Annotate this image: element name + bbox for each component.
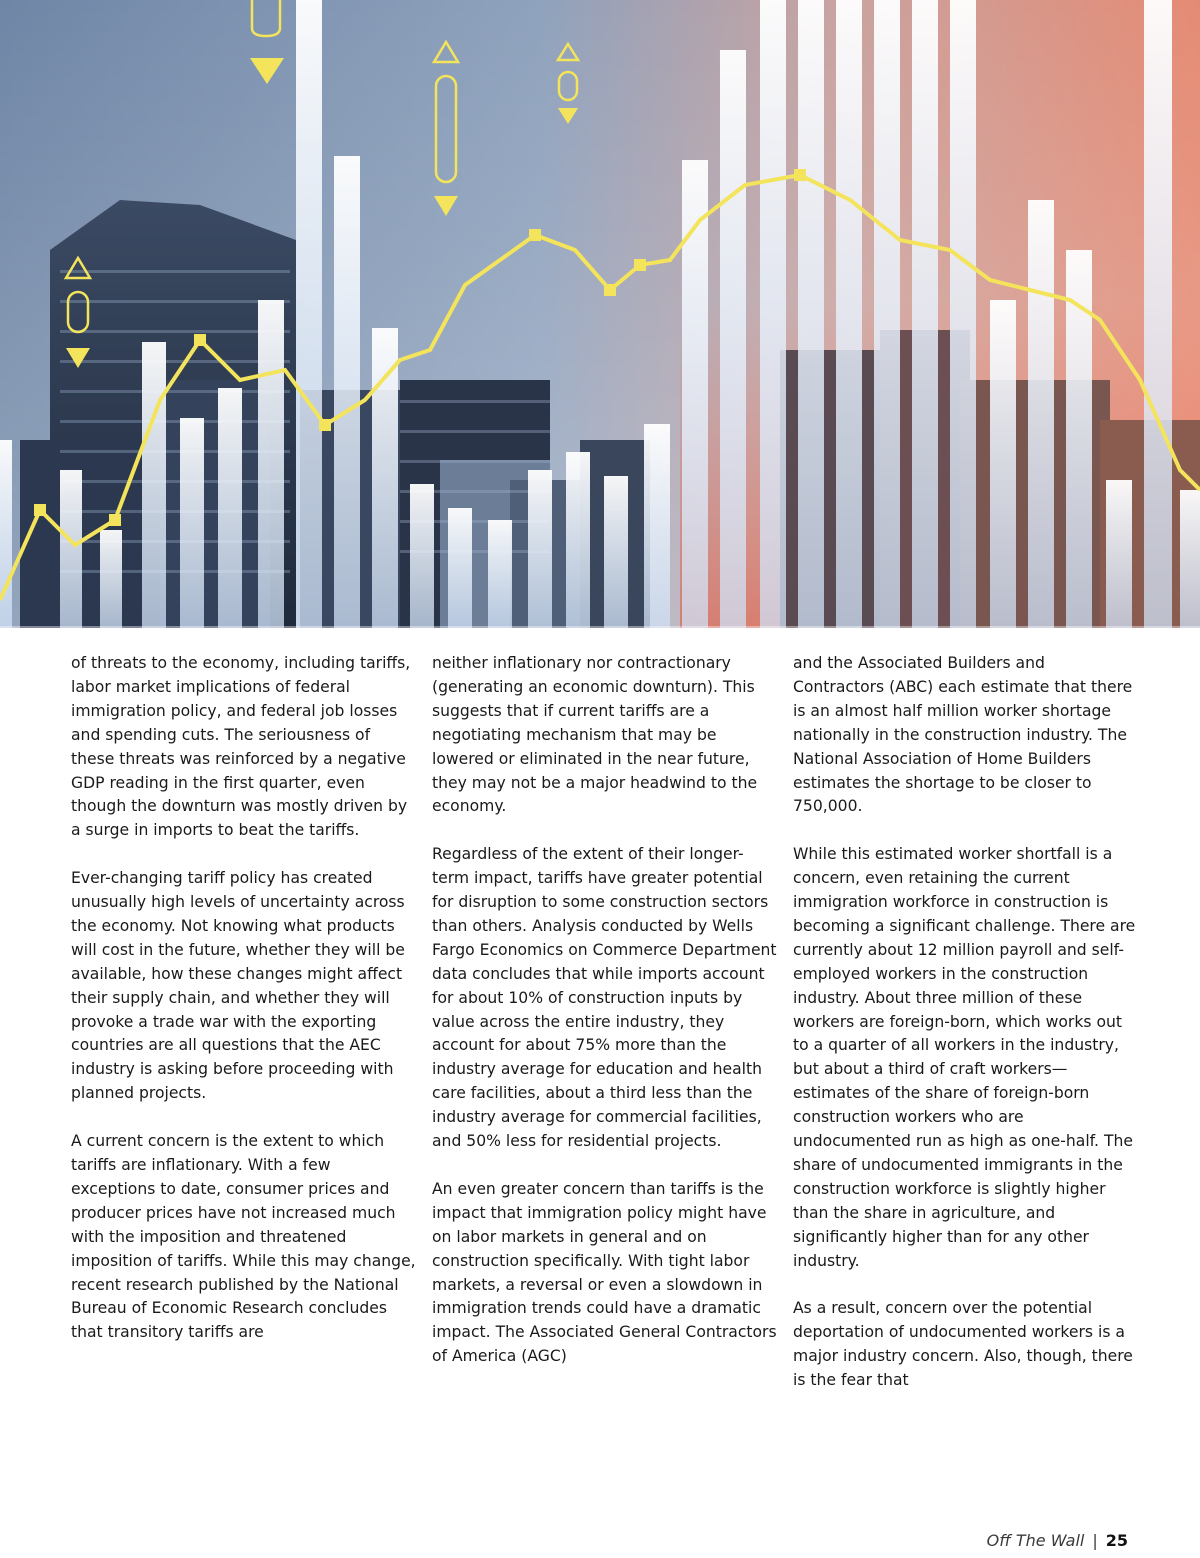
hero-illustration (0, 0, 1200, 628)
hero-image (0, 0, 1200, 628)
text-column-1 (71, 652, 416, 1345)
paragraph: and the Associated Builders and Contractors (ABC) each estimate that there is an almost half million worker shortage nationally in the construction industry. The National Association of Home Builders estimates the shortage to be closer to 750,000. (793, 654, 1133, 816)
paragraph: As a result, concern over the potential deportation of undocumented workers is a major industry concern. Also, though, there is the fear that (793, 1299, 1133, 1390)
paragraph: A current concern is the extent to which tariffs are inflationary. With a few exceptions to date, consumer prices and producer prices have not increased much with the imposition and threatened imposition of tariffs. While this may change, recent research published by the National Bureau of Economic Research concludes that transitory tariffs are (71, 1132, 416, 1342)
page-number: 25 (1105, 1531, 1128, 1550)
text-column-3 (793, 652, 1138, 1393)
paragraph: of threats to the economy, including tariffs, labor market implications of federal immigration policy, and federal job losses and spending cuts. The seriousness of these threats was reinforced by a negative GDP reading in the first quarter, even though the downturn was mostly driven by a surge in imports to beat the tariffs. (71, 654, 411, 840)
publication-name: Off The Wall (986, 1531, 1085, 1550)
paragraph: While this estimated worker shortfall is a concern, even retaining the current immigration workforce in construction is becoming a significant challenge. There are currently about 12 million payroll and self-employed workers in the construction industry. About three million of these workers are foreign-born, which works out to a quarter of all workers in the industry, but about a third of craft workers—estimates of the share of foreign-born construction workers who are undocumented run as high as one-half. The share of undocumented immigrants in the construction workforce is slightly higher than the share in agriculture, and significantly higher than for any other industry. (793, 845, 1136, 1270)
paragraph: neither inflationary nor contractionary (generating an economic downturn). This suggests that if current tariffs are a negotiating mechanism that may be lowered or eliminated in the near future, they may not be a major headwind to the economy. (432, 654, 758, 816)
paragraph: An even greater concern than tariffs is the impact that immigration policy might have on labor markets in general and on construction specifically. With tight labor markets, a reversal or even a slowdown in immigration trends could have a dramatic impact. The Associated General Contractors of America (AGC) (432, 1179, 777, 1366)
text-column-2 (432, 652, 777, 1369)
paragraph: Ever-changing tariff policy has created unusually high levels of uncertainty across the economy. Not knowing what products will cost in the future, whether they will be available, how these changes might affect their supply chain, and whether they will provoke a trade war with the exporting countries are all questions that the AEC industry is asking before proceeding with planned projects. (71, 869, 405, 1103)
page-footer (987, 1531, 1128, 1551)
paragraph: Regardless of the extent of their longer-term impact, tariffs have greater potential for disruption to some construction sectors than others. Analysis conducted by Wells Fargo Economics on Commerce Department data concludes that while imports account for about 10% of construction inputs by value across the entire industry, they account for about 75% more than the industry average for education and health care facilities, about a third less than the industry average for commercial facilities, and 50% less for residential projects. (432, 845, 777, 1151)
footer-separator: | (1092, 1531, 1098, 1550)
